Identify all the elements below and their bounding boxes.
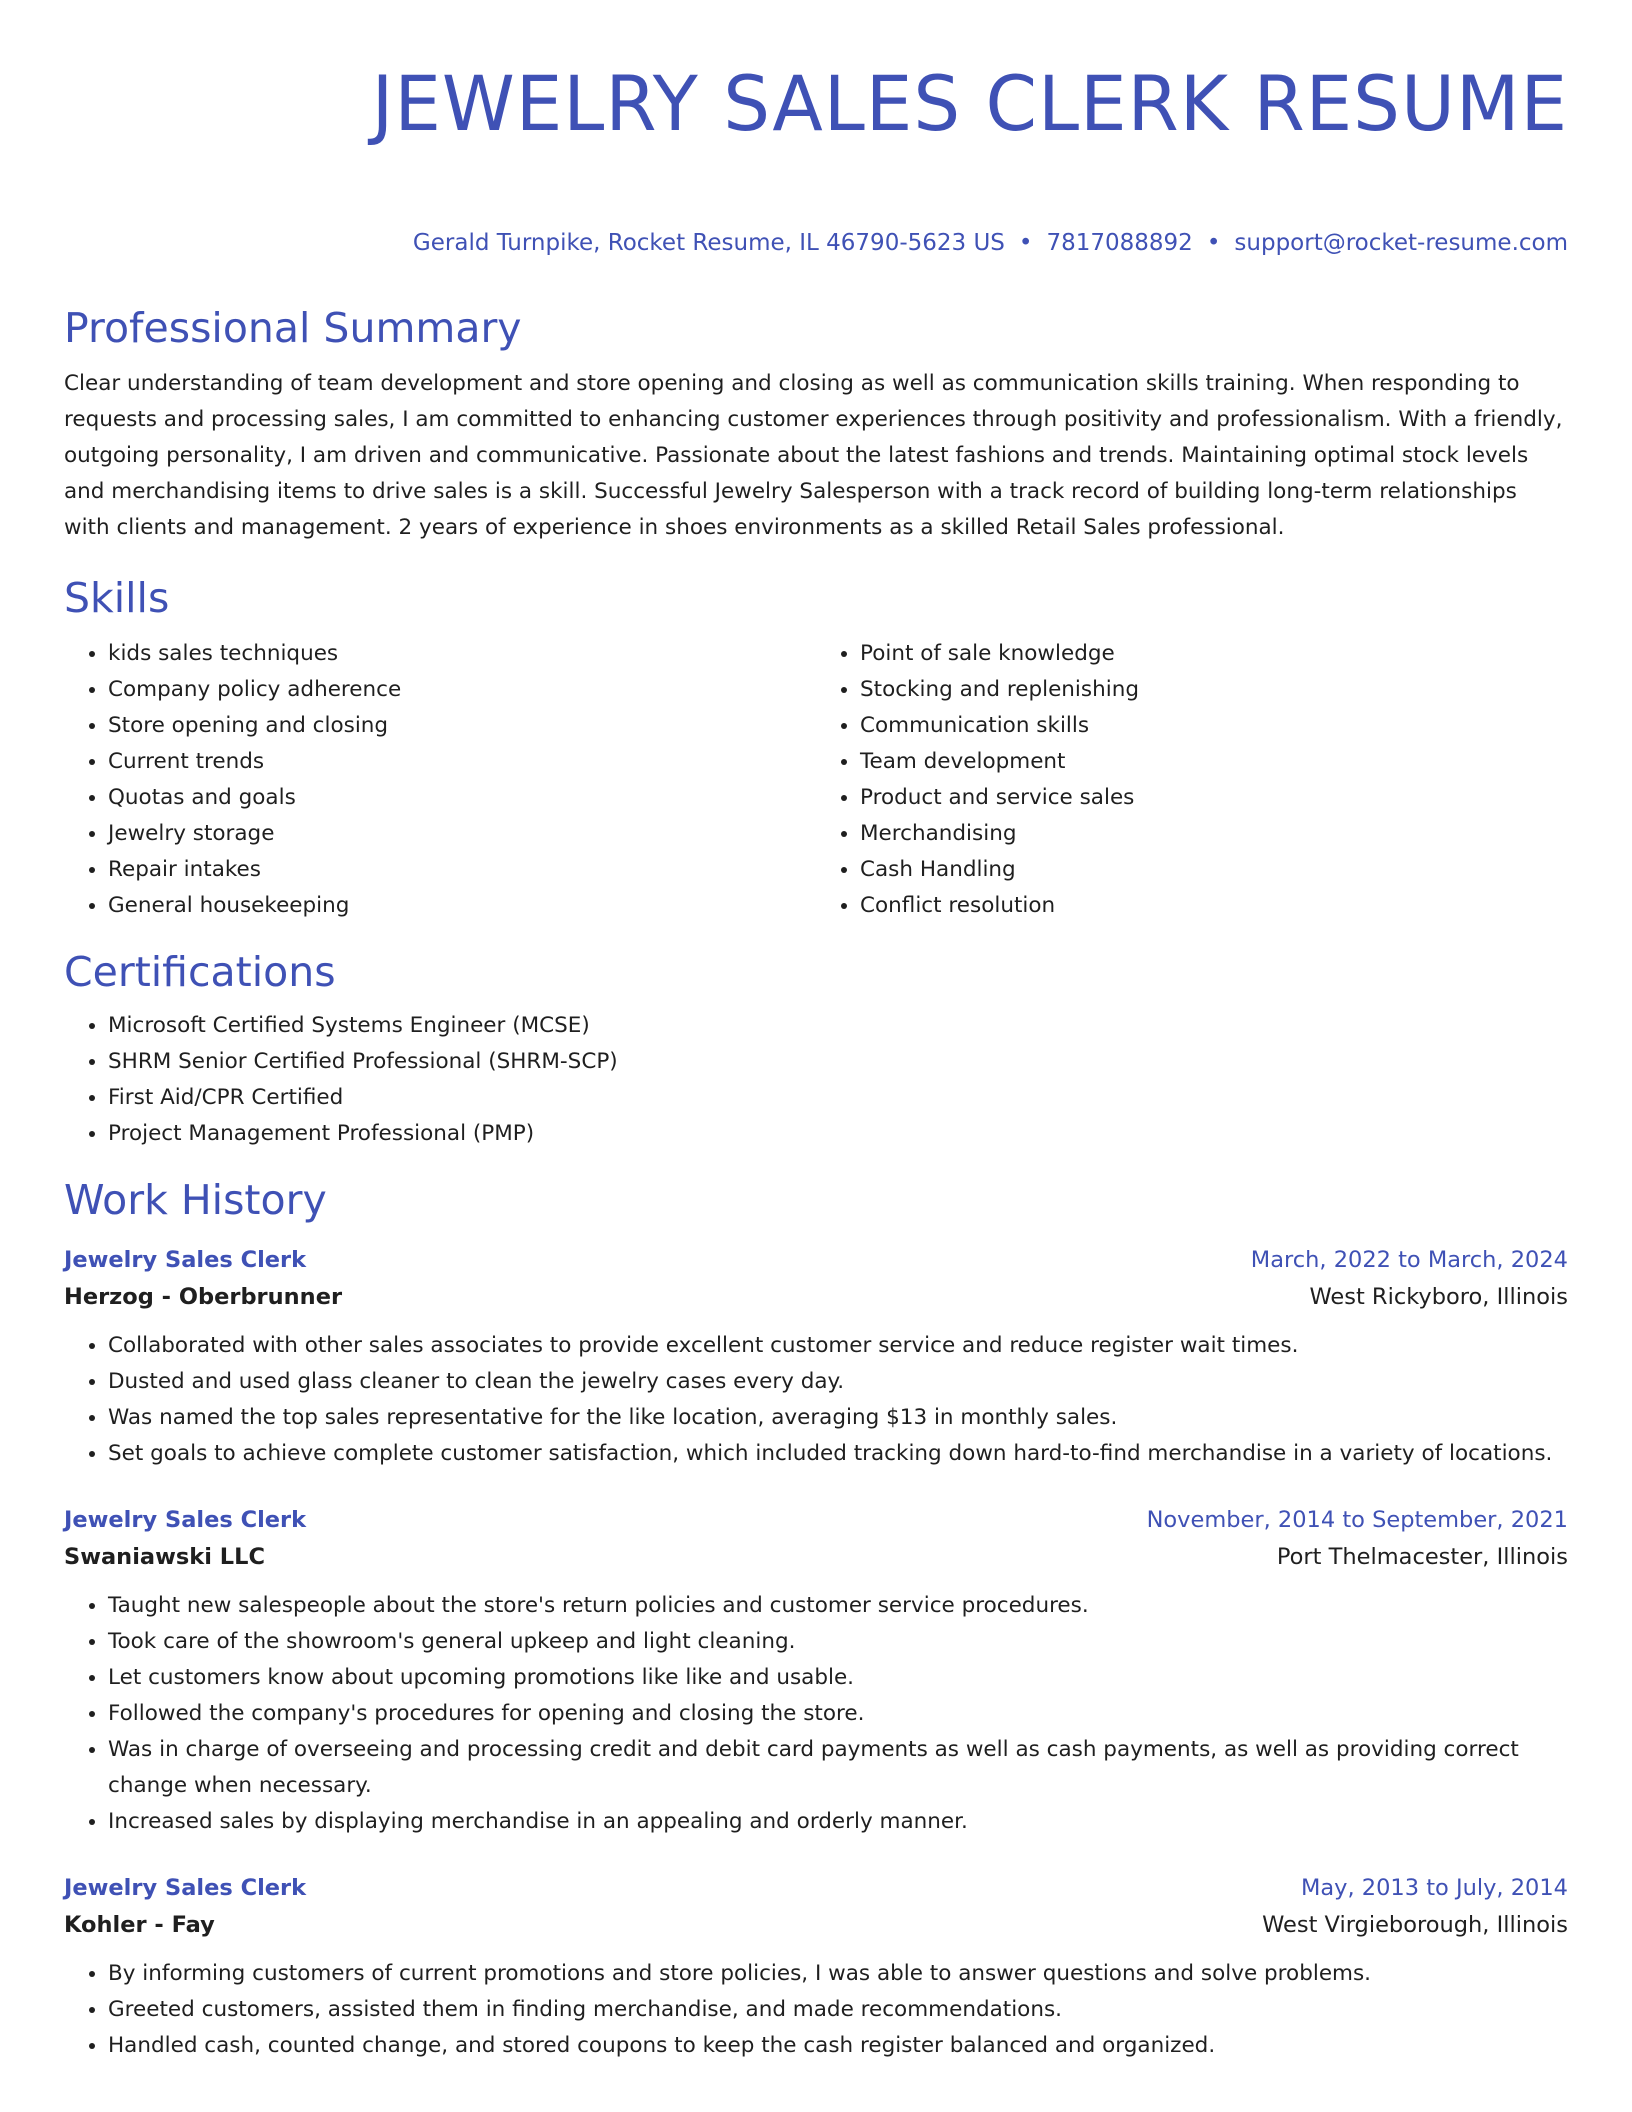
certification-item: • Microsoft Certified Systems Engineer (MCSE) — [108, 1008, 1568, 1044]
certification-item: • Project Management Professional (PMP) — [108, 1116, 1568, 1152]
skill-item: • Communication skills — [860, 708, 1568, 744]
skill-item: • Conflict resolution — [860, 888, 1568, 924]
job-entry — [64, 1242, 1568, 1472]
certifications-list — [64, 1008, 1568, 1152]
skill-item: • Repair intakes — [108, 852, 816, 888]
skill-item: • Point of sale knowledge — [860, 636, 1568, 672]
job-bullet: • Was named the top sales representative for the like location, averaging $13 in monthly sales. — [108, 1400, 1568, 1436]
job-header-row — [64, 1502, 1568, 1538]
job-location: West Rickyboro, Illinois — [1309, 1284, 1568, 1310]
job-bullet: • Handled cash, counted change, and stored coupons to keep the cash register balanced and organized. — [108, 2028, 1568, 2064]
job-bullet: • Collaborated with other sales associates to provide excellent customer service and reduce register wait times. — [108, 1328, 1568, 1364]
skill-item: • General housekeeping — [108, 888, 816, 924]
job-bullets — [64, 1956, 1568, 2064]
skill-item: • Jewelry storage — [108, 816, 816, 852]
job-bullets — [64, 1328, 1568, 1472]
job-company-row — [64, 1906, 1568, 1944]
job-company: Swaniawski LLC — [64, 1544, 265, 1570]
resume-title: JEWELRY SALES CLERK RESUME — [371, 59, 1568, 148]
job-title: Jewelry Sales Clerk — [64, 1875, 307, 1901]
job-company: Kohler - Fay — [64, 1912, 215, 1938]
job-dates: March, 2022 to March, 2024 — [1250, 1247, 1568, 1273]
job-bullets — [64, 1588, 1568, 1840]
job-bullet: • Followed the company's procedures for opening and closing the store. — [108, 1696, 1568, 1732]
contact-email: support@rocket-resume.com — [1234, 230, 1568, 256]
job-entry — [64, 1502, 1568, 1840]
job-bullet: • Was in charge of overseeing and processing credit and debit card payments as well as cash payments, as well as providing correct change when necessary. — [108, 1732, 1568, 1804]
certification-item: • First Aid/CPR Certified — [108, 1080, 1568, 1116]
work-history-heading: Work History — [64, 1176, 327, 1224]
job-dates: May, 2013 to July, 2014 — [1300, 1875, 1568, 1901]
job-company-row — [64, 1538, 1568, 1576]
job-bullet: • By informing customers of current promotions and store policies, I was able to answer questions and solve problems. — [108, 1956, 1568, 1992]
summary-text: Clear understanding of team development and store opening and closing as well as communication skills training. When responding to requests and processing sales, I am committed to enhancing customer experiences through positivity and professionalism. With a friendly, outgoing personality, I am driven and communicative. Passionate about the latest fashions and trends. Maintaining optimal stock levels and merchandising items to drive sales is a skill. Successful Jewelry Salesperson with a track record of building long-term relationships with clients and management. 2 years of experience in shoes environments as a skilled Retail Sales professional. — [64, 371, 1563, 540]
certifications-heading: Certifications — [64, 948, 336, 996]
skill-item: • Quotas and goals — [108, 780, 816, 816]
skill-item: • Team development — [860, 744, 1568, 780]
job-bullet: • Took care of the showroom's general upkeep and light cleaning. — [108, 1624, 1568, 1660]
summary-heading: Professional Summary — [64, 304, 522, 352]
job-bullet: • Taught new salespeople about the store's return policies and customer service procedures. — [108, 1588, 1568, 1624]
contact-address: Gerald Turnpike, Rocket Resume, IL 46790-5623 US — [412, 230, 1005, 256]
skills-list-right — [816, 636, 1568, 924]
job-bullet: • Dusted and used glass cleaner to clean the jewelry cases every day. — [108, 1364, 1568, 1400]
job-location: Port Thelmacester, Illinois — [1276, 1544, 1568, 1570]
contact-separator: • — [1206, 230, 1221, 256]
skills-heading: Skills — [64, 574, 170, 622]
job-company: Herzog - Oberbrunner — [64, 1284, 343, 1310]
skill-item: • Stocking and replenishing — [860, 672, 1568, 708]
skills-columns — [64, 636, 1568, 924]
job-bullet: • Greeted customers, assisted them in finding merchandise, and made recommendations. — [108, 1992, 1568, 2028]
job-dates: November, 2014 to September, 2021 — [1146, 1507, 1568, 1533]
skill-item: • Merchandising — [860, 816, 1568, 852]
contact-line — [64, 230, 1568, 256]
skill-item: • kids sales techniques — [108, 636, 816, 672]
skill-item: • Cash Handling — [860, 852, 1568, 888]
job-title: Jewelry Sales Clerk — [64, 1247, 307, 1273]
job-bullet: • Increased sales by displaying merchandise in an appealing and orderly manner. — [108, 1804, 1568, 1840]
job-entry — [64, 1870, 1568, 2064]
certification-item: • SHRM Senior Certified Professional (SHRM-SCP) — [108, 1044, 1568, 1080]
job-header-row — [64, 1870, 1568, 1906]
job-bullet: • Set goals to achieve complete customer satisfaction, which included tracking down hard-to-find merchandise in a variety of locations. — [108, 1436, 1568, 1472]
contact-separator: • — [1018, 230, 1033, 256]
skill-item: • Store opening and closing — [108, 708, 816, 744]
job-bullet: • Let customers know about upcoming promotions like like and usable. — [108, 1660, 1568, 1696]
job-location: West Virgieborough, Illinois — [1262, 1912, 1568, 1938]
job-header-row — [64, 1242, 1568, 1278]
job-title: Jewelry Sales Clerk — [64, 1507, 307, 1533]
skill-item: • Product and service sales — [860, 780, 1568, 816]
skills-list-left — [64, 636, 816, 924]
contact-phone: 7817088892 — [1046, 230, 1193, 256]
skill-item: • Current trends — [108, 744, 816, 780]
skill-item: • Company policy adherence — [108, 672, 816, 708]
job-company-row — [64, 1278, 1568, 1316]
